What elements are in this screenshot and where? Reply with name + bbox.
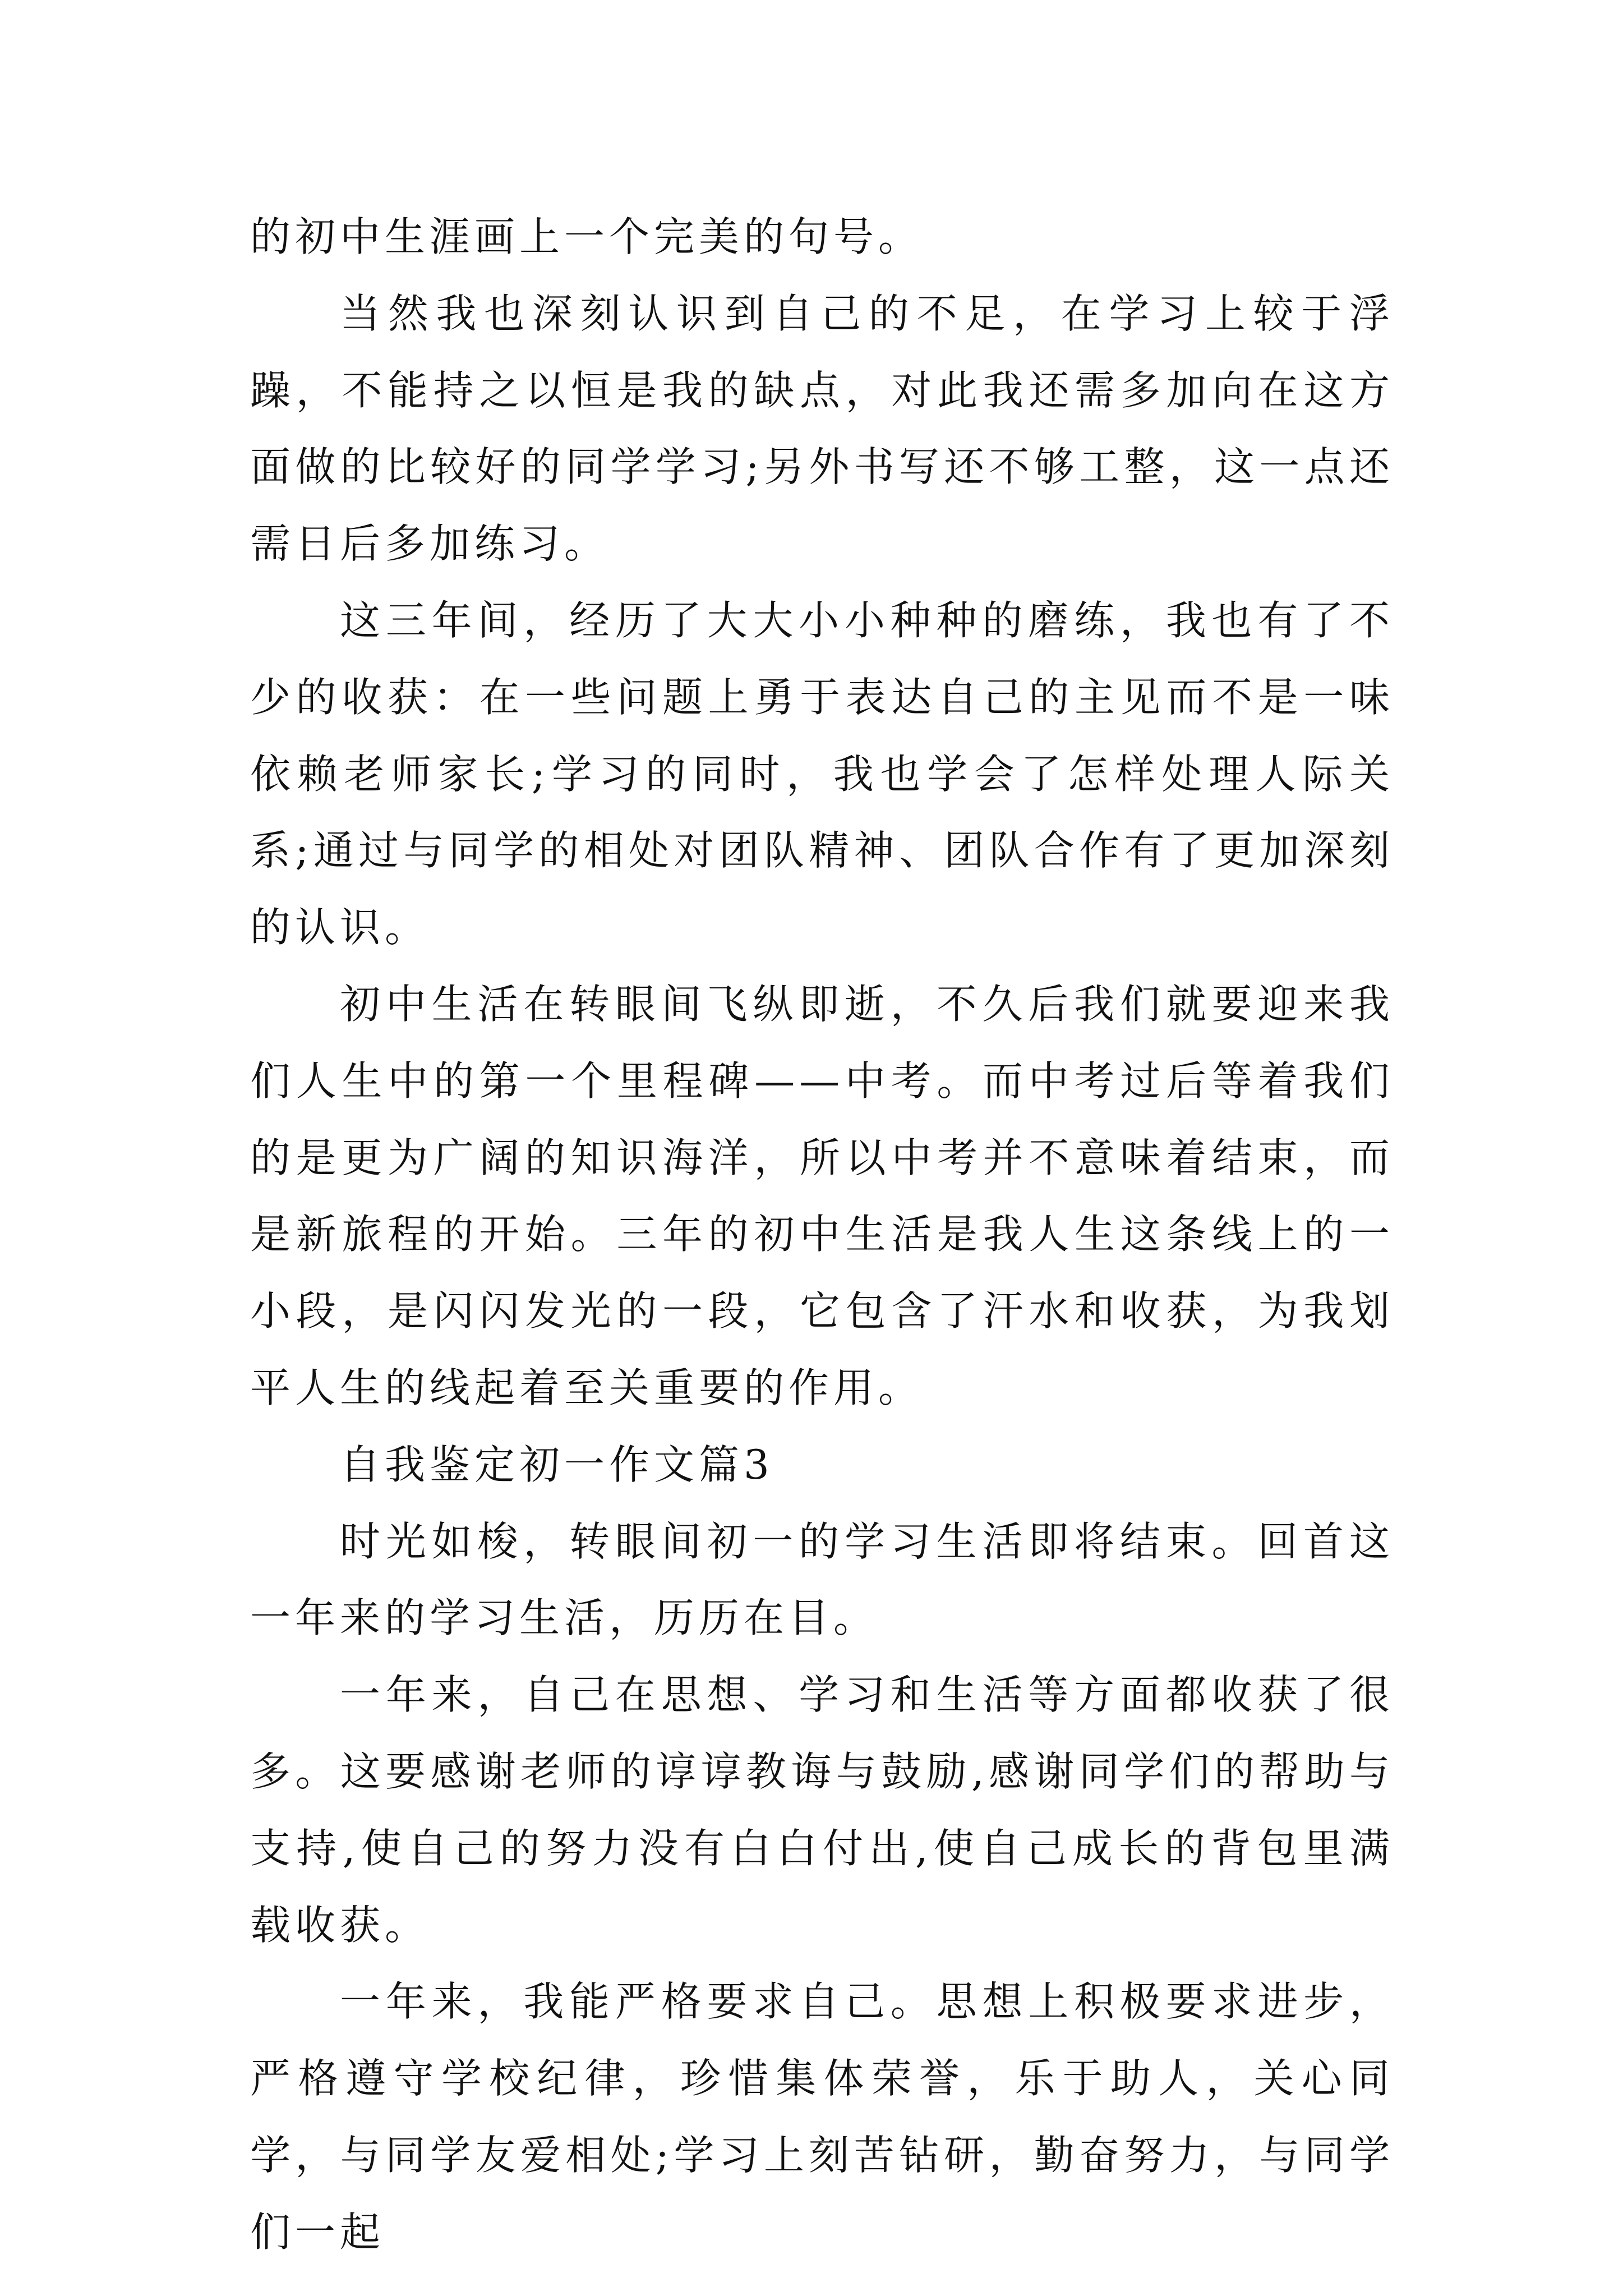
- paragraph-self-discipline: 一年来，我能严格要求自己。思想上积极要求进步，严格遵守学校纪律，珍惜集体荣誉，乐于助人，关心同学，与同学友爱相处;学习上刻苦钻研，勤奋努力，与同学们一起: [250, 1978, 1394, 2256]
- paragraph-harvest: 一年来，自己在思想、学习和生活等方面都收获了很多。这要感谢老师的谆谆教诲与鼓励,感谢同学们的帮助与支持,使自己的努力没有白白付出,使自己成长的背包里满载收获。: [250, 1671, 1394, 1949]
- paragraph-continuation: 的初中生涯画上一个完美的句号。: [250, 213, 924, 260]
- paragraph-exam: 初中生活在转眼间飞纵即逝，不久后我们就要迎来我们人生中的第一个里程碑——中考。而中考过后等着我们的是更为广阔的知识海洋，所以中考并不意味着结束，而是新旅程的开始。三年的初中生活是我人生这条线上的一小段，是闪闪发光的一段，它包含了汗水和收获，为我划平人生的线起着至关重要的作用。: [250, 980, 1394, 1411]
- document-body: [250, 199, 1394, 2271]
- paragraph-gains: 这三年间，经历了大大小小种种的磨练，我也有了不少的收获：在一些问题上勇于表达自己的主见而不是一味依赖老师家长;学习的同时，我也学会了怎样处理人际关系;通过与同学的相处对团队精神、团队合作有了更加深刻的认识。: [250, 596, 1394, 951]
- paragraph-shortcomings: 当然我也深刻认识到自己的不足，在学习上较于浮躁，不能持之以恒是我的缺点，对此我还需多加向在这方面做的比较好的同学学习;另外书写还不够工整，这一点还需日后多加练习。: [250, 289, 1394, 568]
- section-heading: 自我鉴定初一作文篇3: [340, 1441, 774, 1488]
- paragraph-time-flies: 时光如梭，转眼间初一的学习生活即将结束。回首这一年来的学习生活，历历在目。: [250, 1517, 1394, 1642]
